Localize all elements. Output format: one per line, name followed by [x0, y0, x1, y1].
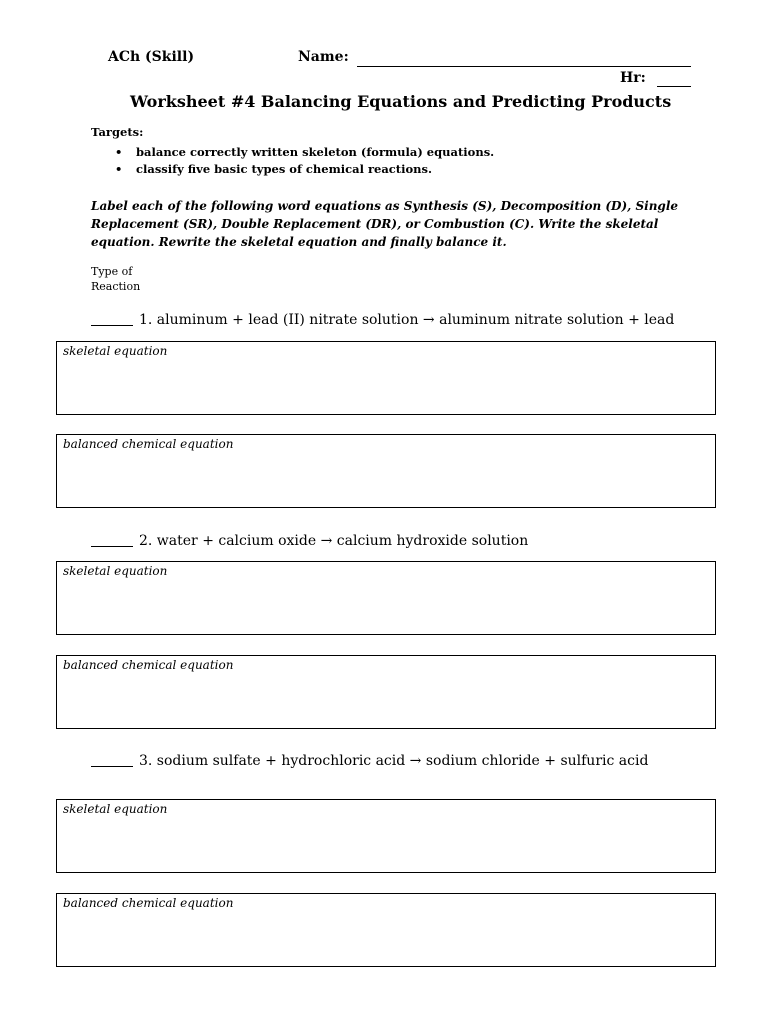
- balanced-equation-label: balanced chemical equation: [63, 896, 234, 910]
- targets-list: [104, 144, 494, 178]
- type-of-reaction-label: Type of Reaction: [91, 265, 141, 293]
- skeletal-equation-label: skeletal equation: [63, 802, 168, 816]
- instructions-text: Label each of the following word equations as Synthesis (S), Decomposition (D), Single Replacement (SR), Double Replacement (DR), or Combustion (C). Write the skeletal equation. Rewrite the skeletal equation and finally balance it.: [91, 199, 679, 249]
- balanced-equation-box-3[interactable]: [56, 893, 716, 967]
- skeletal-equation-box-2[interactable]: [56, 561, 716, 635]
- balanced-equation-box-1[interactable]: [56, 434, 716, 508]
- name-field[interactable]: [357, 66, 691, 67]
- question-2: [91, 532, 528, 549]
- worksheet-title: Worksheet #4 Balancing Equations and Predicting Products: [130, 92, 672, 111]
- course-label: ACh (Skill): [108, 49, 195, 65]
- reaction-type-blank-2[interactable]: [91, 532, 133, 547]
- question-1-text: 1. aluminum + lead (II) nitrate solution → aluminum nitrate solution + lead: [139, 312, 675, 328]
- balanced-equation-label: balanced chemical equation: [63, 658, 234, 672]
- question-1: [91, 311, 674, 328]
- target-item: • classify five basic types of chemical reactions.: [104, 161, 494, 178]
- balanced-equation-label: balanced chemical equation: [63, 437, 234, 451]
- reaction-type-blank-1[interactable]: [91, 311, 133, 326]
- hour-field[interactable]: [657, 86, 691, 87]
- balanced-equation-box-2[interactable]: [56, 655, 716, 729]
- name-label: Name:: [298, 49, 349, 65]
- skeletal-equation-label: skeletal equation: [63, 344, 168, 358]
- question-3-text: 3. sodium sulfate + hydrochloric acid → sodium chloride + sulfuric acid: [139, 753, 649, 769]
- hour-label: Hr:: [620, 70, 646, 86]
- skeletal-equation-label: skeletal equation: [63, 564, 168, 578]
- targets-heading: Targets:: [91, 125, 144, 139]
- target-item: • balance correctly written skeleton (formula) equations.: [104, 144, 494, 161]
- reaction-type-blank-3[interactable]: [91, 752, 133, 767]
- question-3: [91, 752, 648, 769]
- skeletal-equation-box-3[interactable]: [56, 799, 716, 873]
- skeletal-equation-box-1[interactable]: [56, 341, 716, 415]
- question-2-text: 2. water + calcium oxide → calcium hydroxide solution: [139, 533, 529, 549]
